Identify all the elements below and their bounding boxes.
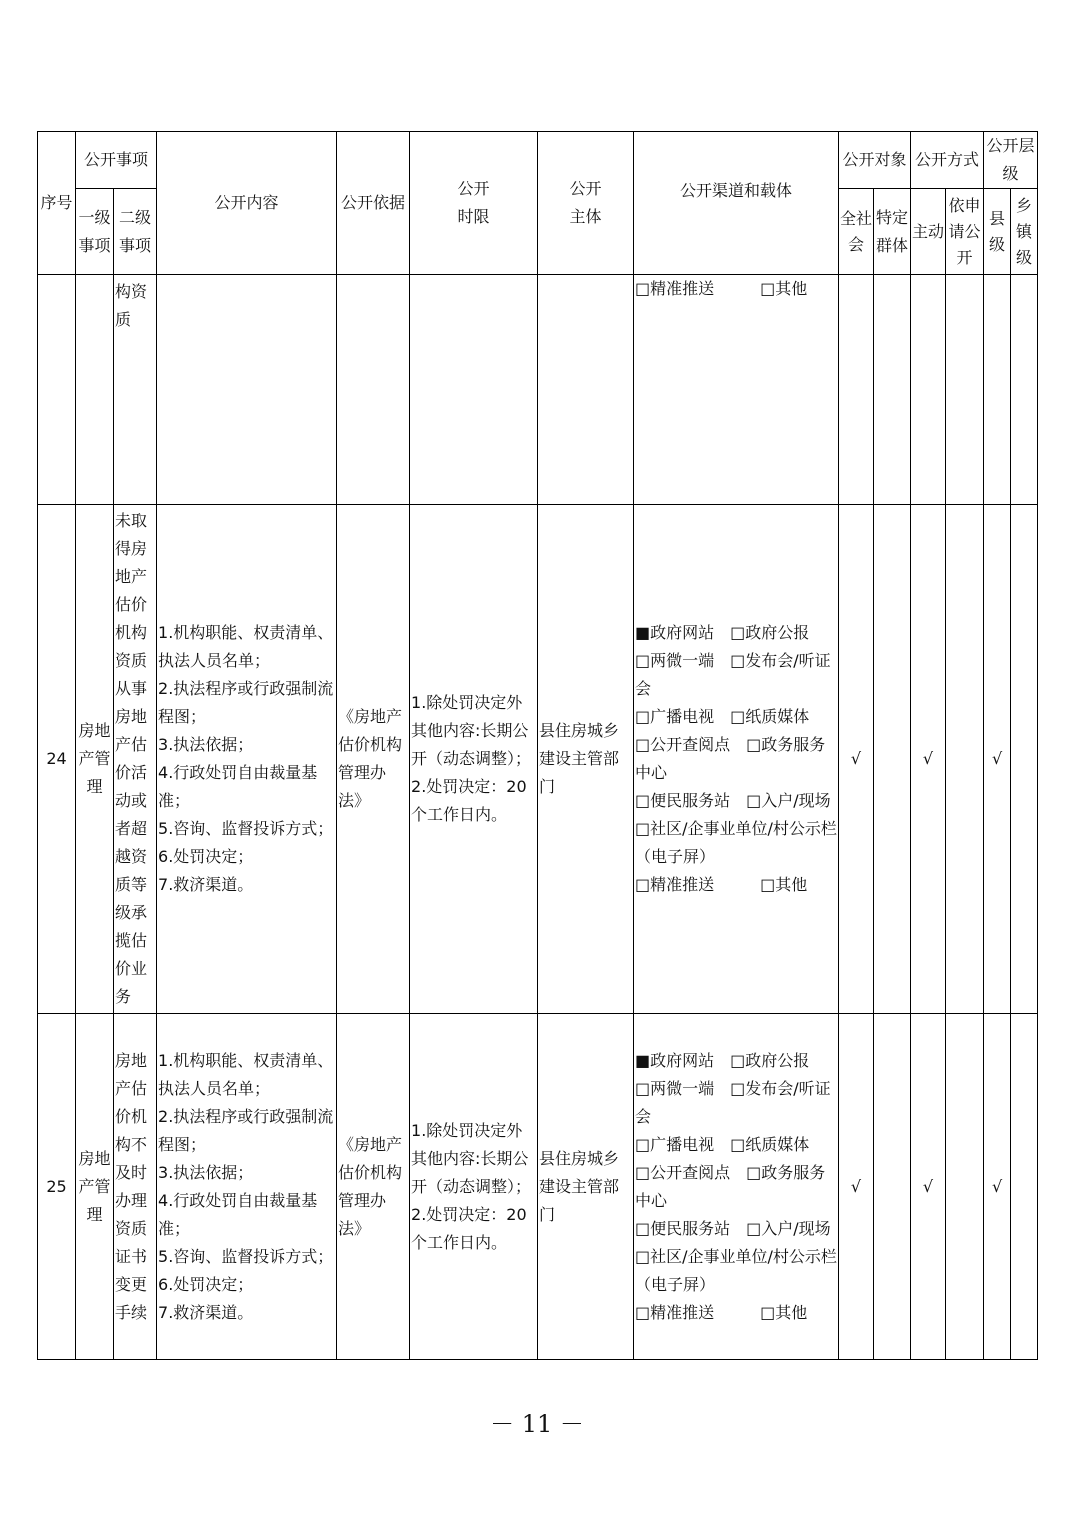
header-target: 公开对象 [839,132,911,189]
cell-level1: 房地产管理 [76,505,114,1014]
header-level-town: 乡镇级 [1011,189,1038,275]
header-seq: 序号 [38,132,76,275]
cell-basis [337,275,410,505]
header-target-all: 全社会 [839,189,874,275]
cell-subject: 县住房城乡建设主管部门 [538,1014,634,1360]
cell-level1: 房地产管理 [76,1014,114,1360]
cell-time-limit: 1.除处罚决定外其他内容:长期公开（动态调整）； 2.处罚决定：20个工作日内。 [410,505,538,1014]
header-target-group: 特定群体 [874,189,911,275]
cell-level2: 房地产估价机构不及时办理资质证书变更手续 [114,1014,157,1360]
table-row [38,1014,1038,1360]
header-basis: 公开依据 [337,132,410,275]
table-row-continuation [38,275,1038,505]
cell-seq: 24 [38,505,76,1014]
header-channel: 公开渠道和载体 [634,132,839,275]
cell-content: 1.机构职能、权责清单、执法人员名单； 2.执法程序或行政强制流程图； 3.执法依据； 4.行政处罚自由裁量基准； 5.咨询、监督投诉方式； 6.处罚决定； 7.救济渠道。 [157,1014,337,1360]
cell-subject [538,275,634,505]
header-level2: 二级事项 [114,189,157,275]
cell-target-all: √ [839,1014,874,1360]
header-level1: 一级事项 [76,189,114,275]
cell-target-all: √ [839,505,874,1014]
cell-content [157,275,337,505]
cell-method-apply [946,505,984,1014]
cell-target-group [874,505,911,1014]
header-method: 公开方式 [911,132,984,189]
header-method-apply: 依申请公开 [946,189,984,275]
cell-time-limit: 1.除处罚决定外其他内容:长期公开（动态调整）； 2.处罚决定：20个工作日内。 [410,1014,538,1360]
cell-channel: □精准推送 □其他 [634,275,839,505]
cell-channel: ■政府网站 □政府公报 □两微一端 □发布会/听证会 □广播电视 □纸质媒体 □公开查阅点 □政务服务中心 □便民服务站 □入户/现场 □社区/企事业单位/村公示栏（电子屏） □精准推送 □其他 [634,505,839,1014]
cell-basis: 《房地产估价机构管理办法》 [337,1014,410,1360]
cell-level2: 未取得房地产估价机构资质从事房地产估价活动或者超越资质等级承揽估价业务 [114,505,157,1014]
header-items: 公开事项 [76,132,157,189]
cell-method-apply [946,1014,984,1360]
cell-method-active: √ [911,505,946,1014]
cell-seq [38,275,76,505]
header-subject: 公开主体 [538,132,634,275]
header-level: 公开层级 [984,132,1038,189]
page-number: － 11 － [490,1410,584,1438]
cell-level-town [1011,505,1038,1014]
cell-level-county: √ [984,505,1011,1014]
disclosure-table [37,131,1038,1360]
cell-subject: 县住房城乡建设主管部门 [538,505,634,1014]
cell-seq: 25 [38,1014,76,1360]
cell-content: 1.机构职能、权责清单、执法人员名单； 2.执法程序或行政强制流程图； 3.执法依据； 4.行政处罚自由裁量基准； 5.咨询、监督投诉方式； 6.处罚决定； 7.救济渠道。 [157,505,337,1014]
cell-level2: 构资质 [114,275,157,505]
cell-level1 [76,275,114,505]
header-method-active: 主动 [911,189,946,275]
cell-basis: 《房地产估价机构管理办法》 [337,505,410,1014]
table-row [38,505,1038,1014]
cell-channel: ■政府网站 □政府公报 □两微一端 □发布会/听证会 □广播电视 □纸质媒体 □公开查阅点 □政务服务中心 □便民服务站 □入户/现场 □社区/企事业单位/村公示栏（电子屏） □精准推送 □其他 [634,1014,839,1360]
header-level-county: 县级 [984,189,1011,275]
header-content: 公开内容 [157,132,337,275]
cell-target-group [874,1014,911,1360]
cell-method-active: √ [911,1014,946,1360]
cell-time-limit [410,275,538,505]
cell-level-county: √ [984,1014,1011,1360]
cell-level-town [1011,1014,1038,1360]
header-time-limit: 公开时限 [410,132,538,275]
